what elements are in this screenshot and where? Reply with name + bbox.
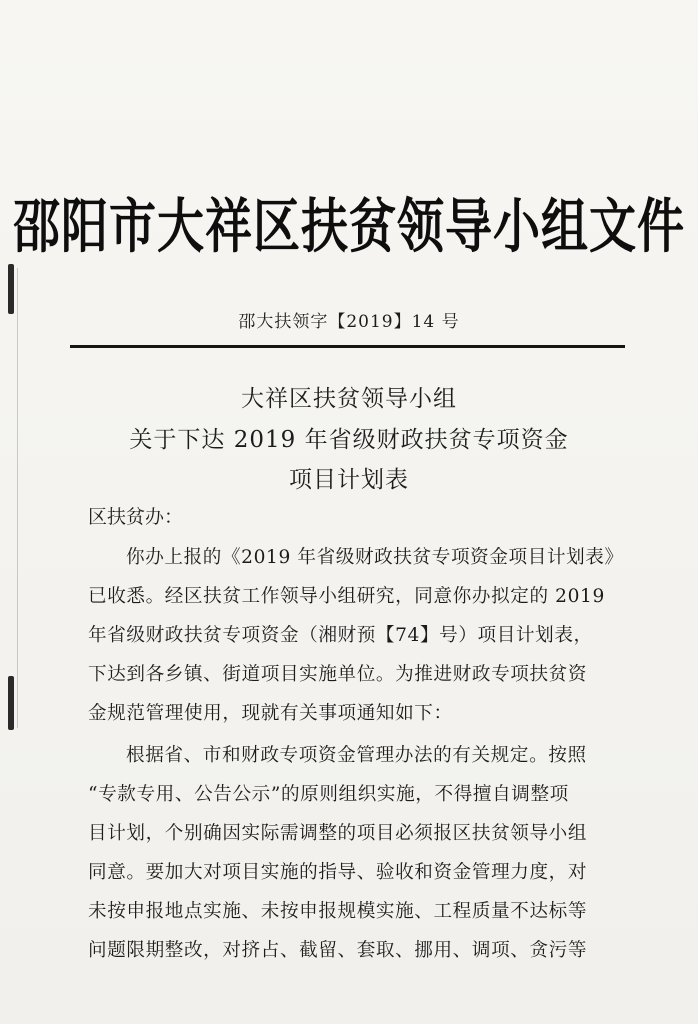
body-line: 已收悉。经区扶贫工作领导小组研究，同意你办拟定的 2019 [88, 586, 605, 607]
document-title-line-1: 大祥区扶贫领导小组 [241, 386, 457, 412]
body-line: 金规范管理使用，现就有关事项通知如下： [88, 703, 453, 724]
body-line: 你办上报的《2019 年省级财政扶贫专项资金项目计划表》 [126, 547, 624, 568]
body-line: 年省级财政扶贫专项资金（湘财预【74】号）项目计划表， [88, 625, 593, 646]
header-divider [70, 345, 625, 348]
body-line: 下达到各乡镇、街道项目实施单位。为推进财政专项扶贫资 [88, 664, 588, 685]
document-number: 邵大扶领字【2019】14 号 [238, 312, 460, 332]
page-edge-shadow [17, 268, 18, 728]
document-title-line-2: 关于下达 2019 年省级财政扶贫专项资金 [129, 427, 569, 453]
body-line: 未按申报地点实施、未按申报规模实施、工程质量不达标等 [88, 901, 588, 922]
body-line: 同意。要加大对项目实施的指导、验收和资金管理力度，对 [88, 862, 588, 883]
body-line: 根据省、市和财政专项资金管理办法的有关规定。按照 [126, 745, 587, 766]
binding-staple-mark [8, 676, 14, 730]
body-line: “专款专用、公告公示”的原则组织实施，不得擅自调整项 [88, 784, 569, 805]
body-line: 问题限期整改，对挤占、截留、套取、挪用、调项、贪污等 [88, 940, 588, 961]
body-line: 目计划，个别确因实际需调整的项目必须报区扶贫领导小组 [88, 823, 588, 844]
document-title-line-3: 项目计划表 [289, 467, 409, 493]
addressee: 区扶贫办： [88, 506, 184, 528]
issuer-title: 邵阳市大祥区扶贫领导小组文件 [13, 192, 685, 262]
